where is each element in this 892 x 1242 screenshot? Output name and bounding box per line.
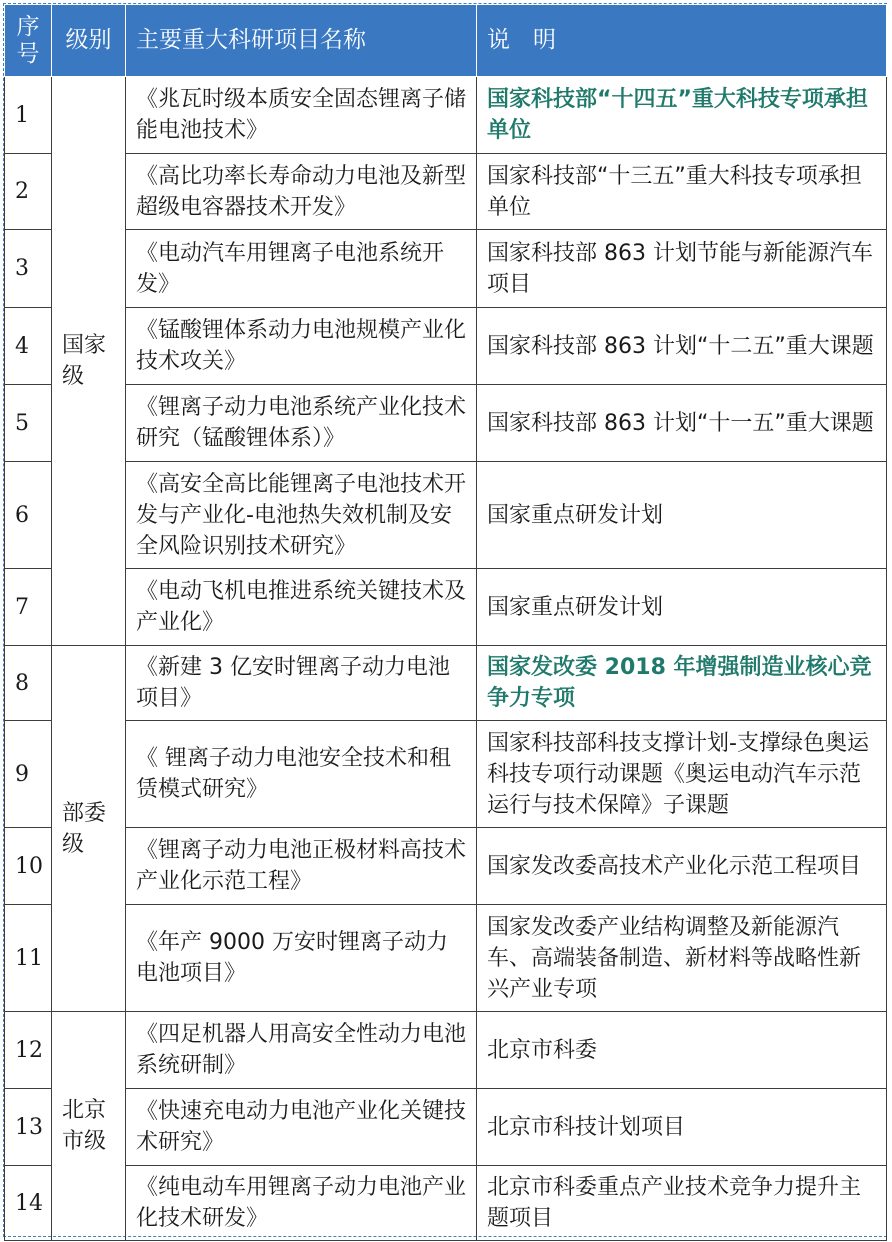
project-name: 《锰酸锂体系动力电池规模产业化技术攻关》 [126, 308, 477, 385]
project-name: 《快速充电动力电池产业化关键技术研究》 [126, 1089, 477, 1166]
table-row [5, 154, 887, 230]
project-note: 国家重点研发计划 [477, 569, 887, 646]
row-index: 13 [5, 1089, 52, 1166]
project-name: 《纯电动车用锂离子动力电池产业化技术研发》 [126, 1166, 477, 1241]
project-name: 《年产 9000 万安时锂离子动力电池项目》 [126, 905, 477, 1012]
table-row [5, 905, 887, 1012]
table-row [5, 828, 887, 905]
project-note-highlight: 国家科技部“十四五”重大科技专项承担单位 [477, 77, 887, 154]
project-note: 北京市科委 [477, 1012, 887, 1089]
project-note: 北京市科技计划项目 [477, 1089, 887, 1166]
project-name: 《锂离子动力电池正极材料高技术产业化示范工程》 [126, 828, 477, 905]
project-note: 国家发改委产业结构调整及新能源汽车、高端装备制造、新材料等战略性新兴产业专项 [477, 905, 887, 1012]
row-index: 11 [5, 905, 52, 1012]
row-index: 10 [5, 828, 52, 905]
project-note: 国家科技部科技支撑计划-支撑绿色奥运科技专项行动课题《奥运电动汽车示范运行与技术保障》子课题 [477, 721, 887, 828]
table-row [5, 462, 887, 569]
level-beijing: 北京市级 [52, 1012, 126, 1241]
row-index: 8 [5, 646, 52, 721]
project-note: 国家重点研发计划 [477, 462, 887, 569]
header-level: 级别 [52, 5, 126, 77]
project-name: 《高安全高比能锂离子电池技术开发与产业化-电池热失效机制及安全风险识别技术研究》 [126, 462, 477, 569]
header-note: 说 明 [477, 5, 887, 77]
project-note: 北京市科委重点产业技术竞争力提升主题项目 [477, 1166, 887, 1241]
row-index: 2 [5, 154, 52, 230]
row-index: 1 [5, 77, 52, 154]
table-row [5, 646, 887, 721]
project-name: 《新建 3 亿安时锂离子动力电池项目》 [126, 646, 477, 721]
level-ministry: 部委级 [52, 646, 126, 1012]
project-note: 国家科技部“十三五”重大科技专项承担单位 [477, 154, 887, 230]
header-project-name: 主要重大科研项目名称 [126, 5, 477, 77]
row-index: 12 [5, 1012, 52, 1089]
row-index: 14 [5, 1166, 52, 1241]
header-index: 序号 [5, 5, 52, 77]
table-row [5, 77, 887, 154]
project-name: 《兆瓦时级本质安全固态锂离子储能电池技术》 [126, 77, 477, 154]
row-index: 3 [5, 230, 52, 308]
project-note: 国家科技部 863 计划节能与新能源汽车项目 [477, 230, 887, 308]
table-row [5, 1089, 887, 1166]
project-name: 《电动汽车用锂离子电池系统开发》 [126, 230, 477, 308]
table-row [5, 230, 887, 308]
level-national: 国家级 [52, 77, 126, 646]
table-row [5, 721, 887, 828]
project-note: 国家科技部 863 计划“十一五”重大课题 [477, 385, 887, 462]
project-table [4, 4, 887, 1241]
project-name: 《 锂离子动力电池安全技术和租赁模式研究》 [126, 721, 477, 828]
project-note: 国家发改委高技术产业化示范工程项目 [477, 828, 887, 905]
project-note-highlight: 国家发改委 2018 年增强制造业核心竞争力专项 [477, 646, 887, 721]
table-row [5, 1012, 887, 1089]
table-header-row [5, 5, 887, 77]
project-name: 《高比功率长寿命动力电池及新型超级电容器技术开发》 [126, 154, 477, 230]
row-index: 6 [5, 462, 52, 569]
project-name: 《锂离子动力电池系统产业化技术研究（锰酸锂体系）》 [126, 385, 477, 462]
table-row [5, 569, 887, 646]
table-row [5, 308, 887, 385]
project-name: 《电动飞机电推进系统关键技术及产业化》 [126, 569, 477, 646]
table-row [5, 385, 887, 462]
row-index: 9 [5, 721, 52, 828]
project-note: 国家科技部 863 计划“十二五”重大课题 [477, 308, 887, 385]
project-name: 《四足机器人用高安全性动力电池系统研制》 [126, 1012, 477, 1089]
row-index: 5 [5, 385, 52, 462]
row-index: 7 [5, 569, 52, 646]
table-row [5, 1166, 887, 1241]
row-index: 4 [5, 308, 52, 385]
